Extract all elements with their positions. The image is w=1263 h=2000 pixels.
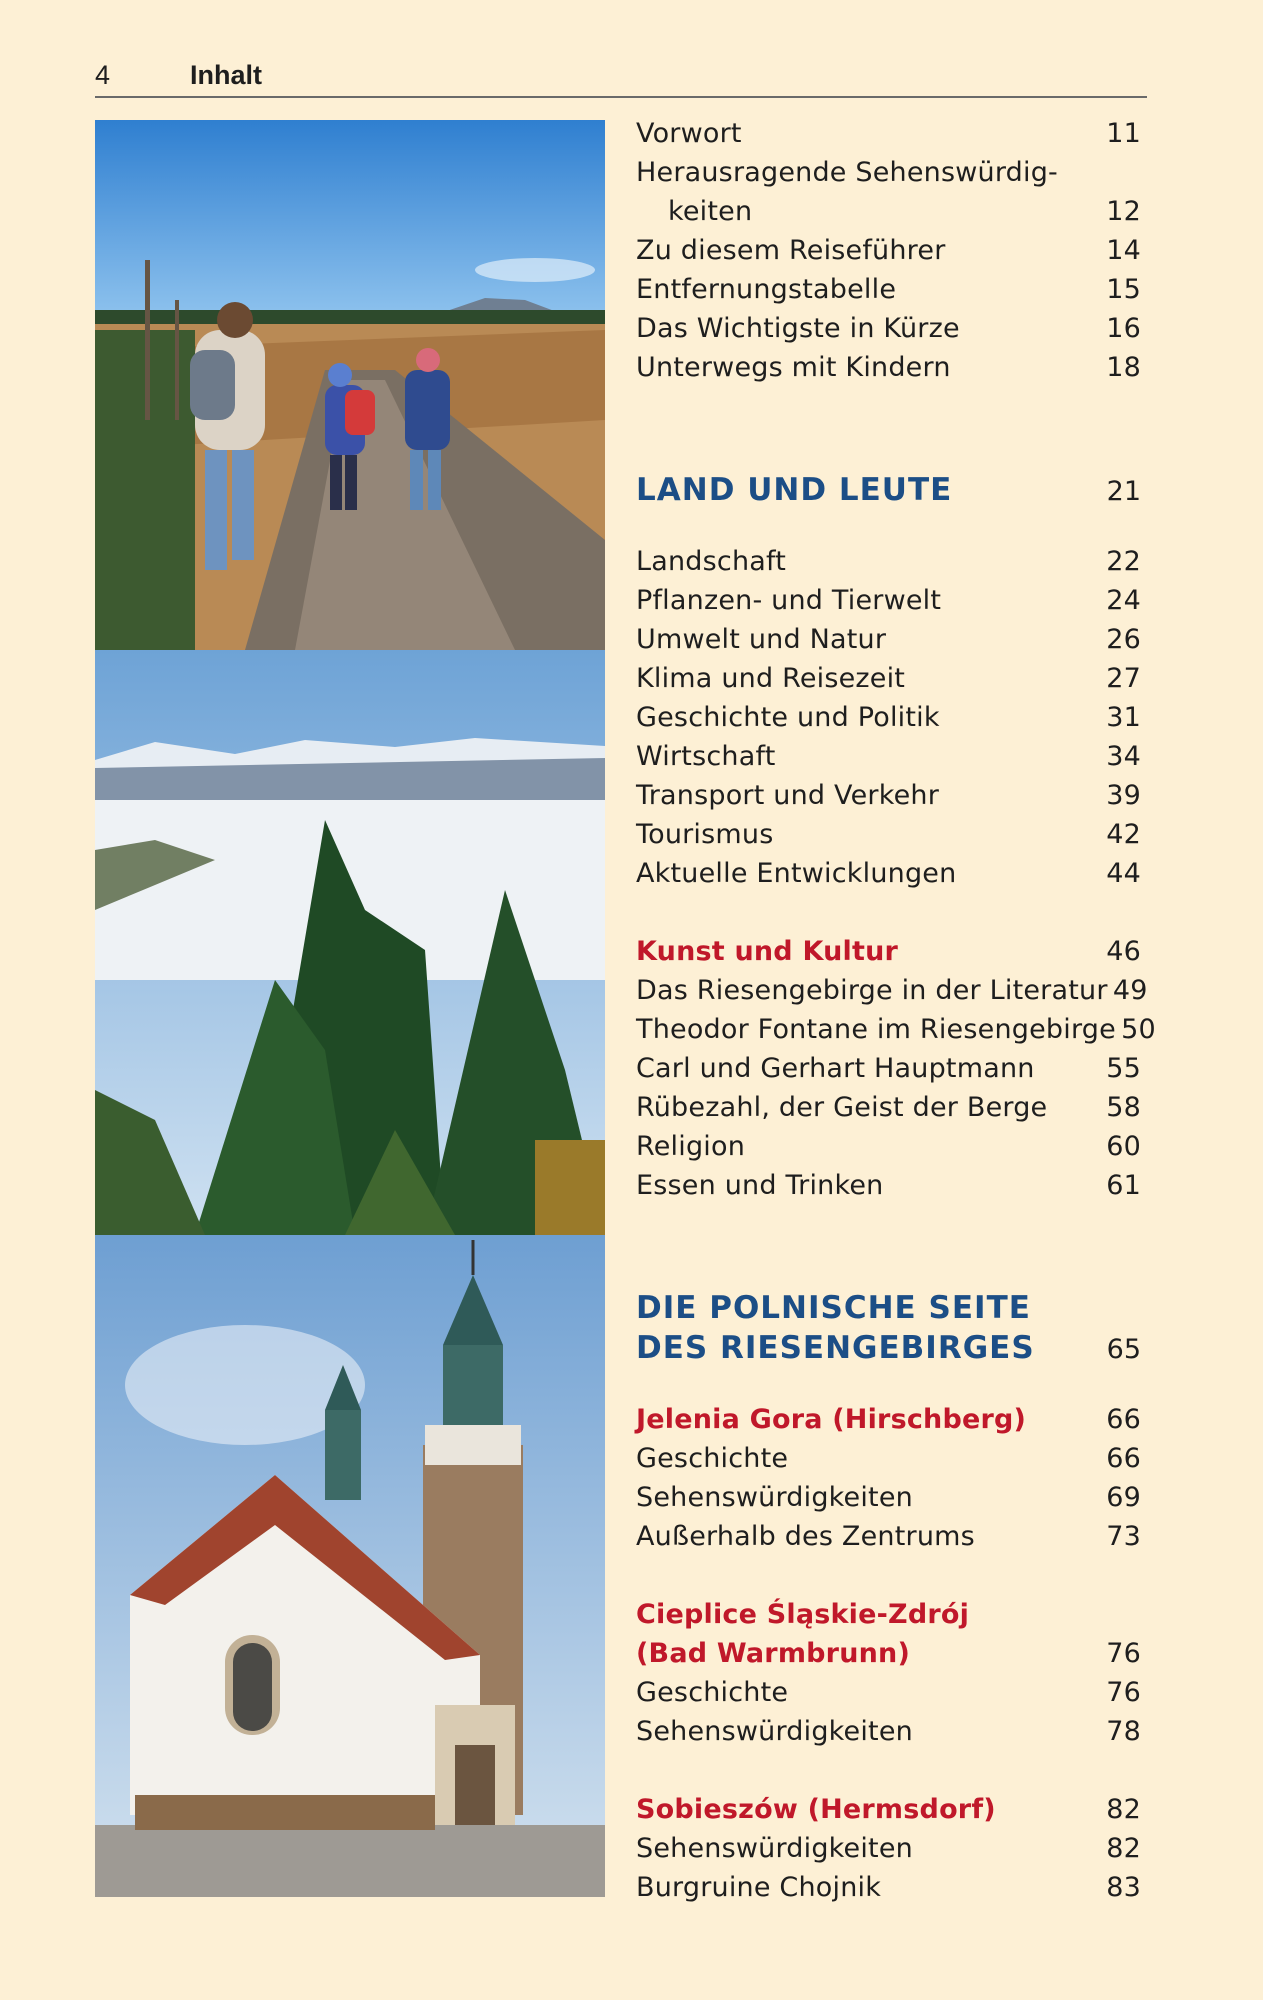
toc-entry[interactable] [636,153,1141,192]
subheading-title-line2: (Bad Warmbrunn) [636,1638,911,1669]
toc-title: Sehenswürdigkeiten [636,1482,913,1513]
toc-entry[interactable] [636,815,1141,854]
toc-entry[interactable] [636,1868,1141,1907]
toc-title: Essen und Trinken [636,1170,884,1201]
toc-entry[interactable] [636,698,1141,737]
toc-page: 61 [1106,1170,1141,1201]
toc-page: 66 [1106,1443,1141,1474]
toc-title: Entfernungstabelle [636,274,897,305]
page-header [95,56,1147,98]
toc-entry[interactable] [636,1829,1141,1868]
subheading-title: Sobieszów (Hermsdorf) [636,1794,996,1825]
toc-title: Religion [636,1131,746,1162]
photo-hikers-trail [95,120,605,650]
toc-page: 78 [1106,1716,1141,1747]
toc-page: 55 [1106,1053,1141,1084]
toc-entry[interactable] [636,1439,1141,1478]
toc-page: 14 [1106,235,1141,266]
photo-misty-forest [95,650,605,1235]
toc-page: 82 [1106,1794,1141,1825]
toc-page: 76 [1106,1638,1141,1669]
toc-title: Geschichte [636,1443,789,1474]
chapter-title-line1[interactable]: DIE POLNISCHE SEITE [636,1290,1031,1326]
toc-entry[interactable] [636,1517,1141,1556]
toc-entry[interactable] [636,1010,1156,1049]
toc-page: 46 [1106,936,1141,967]
chapter-title: LAND UND LEUTE [636,472,953,508]
toc-title: Sehenswürdigkeiten [636,1716,913,1747]
toc-kunst [636,932,1156,1205]
toc-entry[interactable] [636,1712,1141,1751]
toc-entry[interactable] [636,620,1141,659]
toc-title: Vorwort [636,118,742,149]
toc-entry[interactable] [636,542,1141,581]
toc-page: 73 [1106,1521,1141,1552]
toc-title: Transport und Verkehr [636,780,940,811]
toc-entry[interactable] [636,1673,1141,1712]
toc-page: 11 [1106,118,1141,149]
toc-title: Das Riesengebirge in der Literatur [636,975,1108,1006]
toc-entry[interactable] [636,1127,1141,1166]
toc-land-items [636,542,1141,893]
toc-page: 60 [1106,1131,1141,1162]
toc-entry[interactable] [636,192,1141,231]
toc-subheading[interactable] [636,1400,1141,1439]
toc-page: 82 [1106,1833,1141,1864]
toc-page: 26 [1106,624,1141,655]
toc-page: 34 [1106,741,1141,772]
toc-title: Außerhalb des Zentrums [636,1521,975,1552]
chapter-heading[interactable] [636,1328,1141,1370]
subheading-title: Kunst und Kultur [636,936,899,967]
toc-section-land [636,470,1141,512]
toc-section-polish [636,1288,1141,1370]
toc-title: Theodor Fontane im Riesengebirge [636,1014,1116,1045]
page-number: 4 [95,60,111,90]
toc-page: 42 [1106,819,1141,850]
toc-title: Aktuelle Entwicklungen [636,858,957,889]
toc-page: 39 [1106,780,1141,811]
toc-page: 22 [1106,546,1141,577]
toc-page: 83 [1106,1872,1141,1903]
toc-page: 49 [1112,975,1148,1006]
toc-title: Burgruine Chojnik [636,1872,882,1903]
toc-title: Herausragende Sehenswürdig- [636,157,1058,188]
chapter-title-line2: DES RIESENGEBIRGES [636,1330,1035,1366]
toc-jelenia [636,1400,1141,1556]
subheading-title-line1: Cieplice Śląskie-Zdrój [636,1599,970,1630]
toc-entry[interactable] [636,776,1141,815]
toc-title: Carl und Gerhart Hauptmann [636,1053,1035,1084]
toc-cieplice [636,1595,1141,1751]
toc-entry[interactable] [636,1478,1141,1517]
toc-entry[interactable] [636,854,1141,893]
toc-title: Das Wichtigste in Kürze [636,313,960,344]
toc-subheading[interactable] [636,1790,1141,1829]
toc-title: Wirtschaft [636,741,776,772]
toc-page: 18 [1106,352,1141,383]
toc-subheading[interactable] [636,1595,1141,1634]
toc-entry[interactable] [636,737,1141,776]
toc-entry[interactable] [636,581,1141,620]
toc-page: 66 [1106,1404,1141,1435]
toc-entry[interactable] [636,114,1141,153]
toc-title: Geschichte [636,1677,789,1708]
toc-page: 50 [1121,1014,1156,1045]
toc-entry[interactable] [636,659,1141,698]
toc-entry[interactable] [636,1049,1141,1088]
toc-page: 44 [1106,858,1141,889]
toc-page: 76 [1106,1677,1141,1708]
toc-title: Klima und Reisezeit [636,663,906,694]
toc-page: 69 [1106,1482,1141,1513]
toc-title: Zu diesem Reiseführer [636,235,946,266]
toc-page: 15 [1106,274,1141,305]
toc-title: Unterwegs mit Kindern [636,352,951,383]
toc-page: 58 [1106,1092,1141,1123]
toc-page: 16 [1106,313,1141,344]
toc-page: 12 [1106,196,1141,227]
toc-title: keiten [668,196,753,227]
toc-title: Sehenswürdigkeiten [636,1833,913,1864]
toc-entry[interactable] [636,1088,1141,1127]
section-title: Inhalt [190,60,262,90]
chapter-heading[interactable] [636,470,1141,512]
toc-title: Tourismus [636,819,774,850]
photo-church-jelenia-gora [95,1235,605,1897]
toc-entry[interactable] [636,309,1141,348]
toc-page: 31 [1106,702,1141,733]
toc-page: 27 [1106,663,1141,694]
toc-entry[interactable] [636,971,1148,1010]
toc-subheading[interactable] [636,1634,1141,1673]
toc-subheading[interactable] [636,932,1141,971]
toc-sobieszow [636,1790,1141,1907]
toc-title: Pflanzen- und Tierwelt [636,585,942,616]
toc-title: Rübezahl, der Geist der Berge [636,1092,1048,1123]
toc-page: 24 [1106,585,1141,616]
toc-title: Umwelt und Natur [636,624,887,655]
toc-entry[interactable] [636,1166,1141,1205]
toc-entry[interactable] [636,270,1141,309]
toc-page: 65 [1106,1334,1141,1365]
toc-title: Landschaft [636,546,787,577]
toc-intro [636,114,1141,387]
toc-title: Geschichte und Politik [636,702,940,733]
subheading-title: Jelenia Gora (Hirschberg) [636,1404,1027,1435]
toc-page: 21 [1106,476,1141,507]
toc-entry[interactable] [636,348,1141,387]
toc-entry[interactable] [636,231,1141,270]
